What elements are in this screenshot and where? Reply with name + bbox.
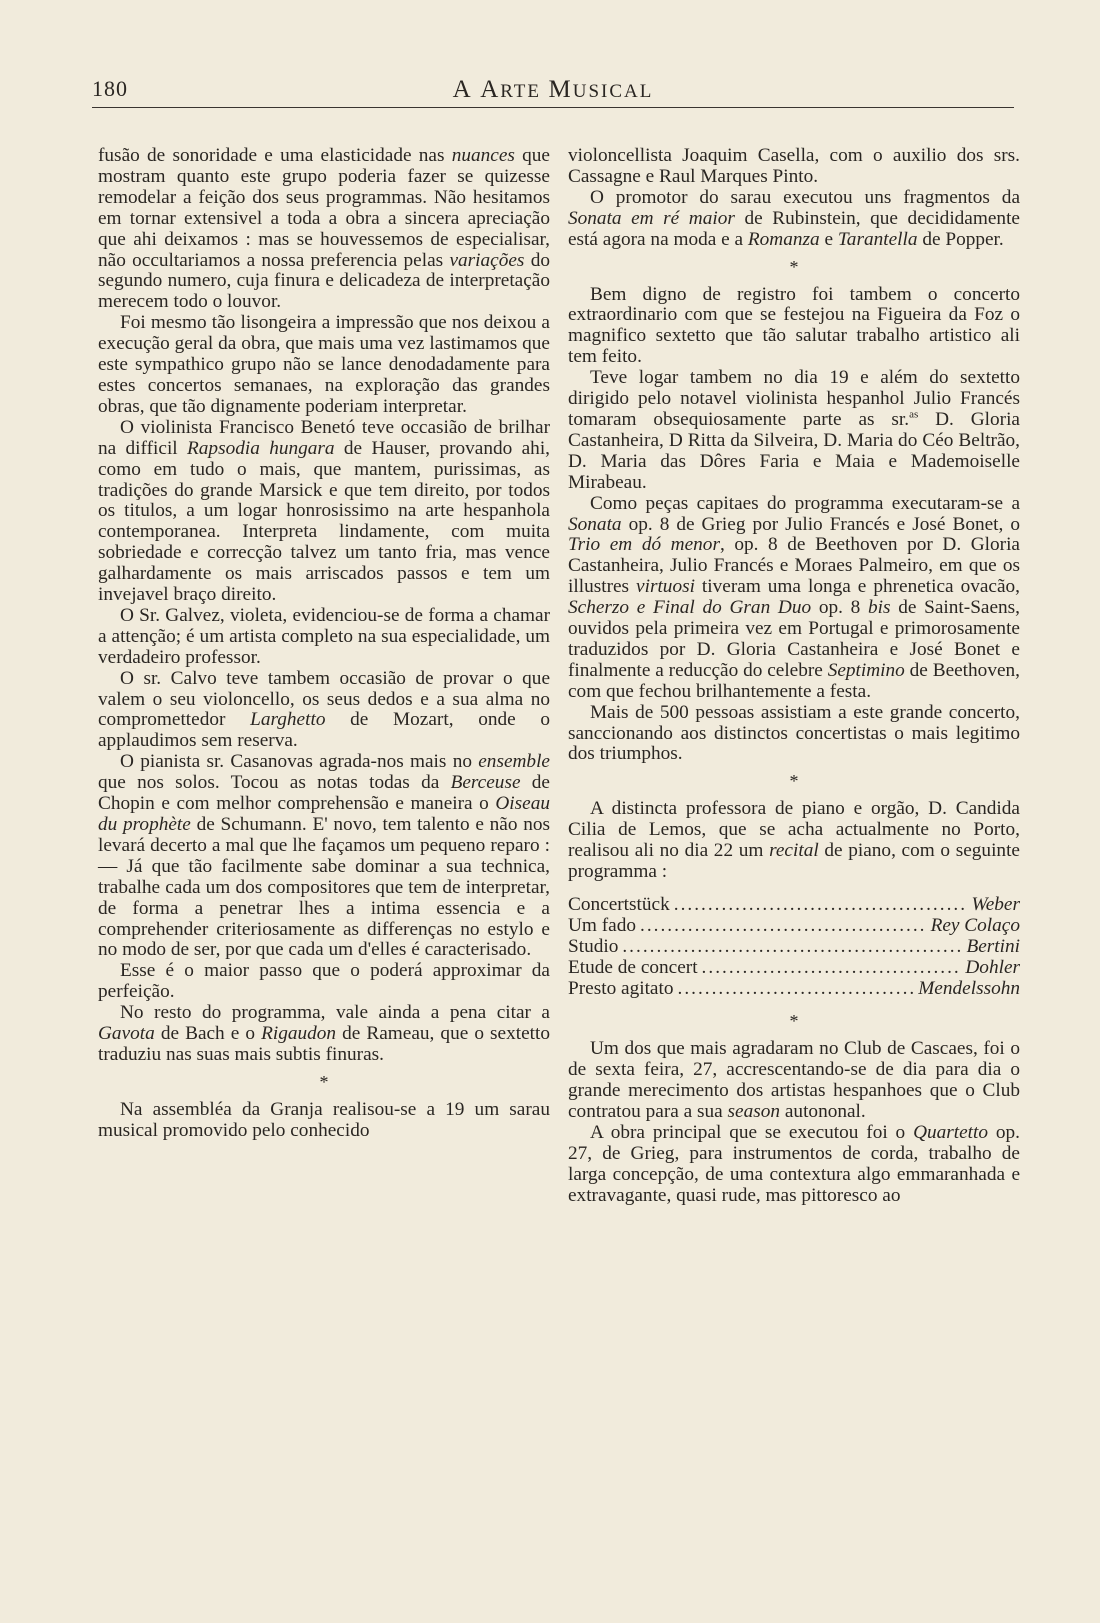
programme-row: Etude de concert ..... Dohler: [568, 958, 1020, 979]
header-rule: [92, 107, 1014, 108]
section-asterisk: *: [319, 1071, 329, 1092]
paragraph: Teve logar tambem no dia 19 e além do sextetto dirigido pelo notavel violinista hespanhol Julio Francés tomaram obsequiosamente parte as sr.$^{as}$ D. Gloria Castanheira, D Ritta da Silveira, D. Maria do Céo Beltrão, D. Maria das Dôres Faria e Maia e Mademoiselle Mirabeau.: [568, 367, 1020, 493]
paragraph: O violinista Francisco Benetó teve occasião de brilhar na difficil Rapsodia hungara de Hauser, provando ahi, como em tudo o mais, que mantem, purissimas, as tradições do grande Marsick e que tem direito, por todos os titulos, a um logar honrosissimo na arte hespanhola contemporanea. Interpreta lindamente, com muita sobriedade e correcção talvez um tanto fria, mas vence galhardamente os mais arriscados passos e tem um invejavel braço direito.: [98, 416, 550, 606]
journal-title: A ARTE MUSICAL: [452, 76, 654, 103]
paragraph: No resto do programma, vale ainda a pena citar a Gavota de Bach e o Rigaudon de Rameau, que o sextetto traduziu nas suas mais subtis finuras.: [98, 1002, 550, 1065]
section-asterisk: *: [789, 771, 799, 792]
running-header: [92, 74, 1014, 104]
page-number: 180: [92, 76, 128, 101]
paragraph: Um dos que mais agradaram no Club de Cascaes, foi o de sexta feira, 27, accrescentando-se de dia para dia o grande merecimento dos artistas hespanhoes que o Club contratou para a sua season autononal.: [568, 1038, 1020, 1123]
section-asterisk: *: [789, 1011, 799, 1032]
programme-row: Concertstück ..... Weber: [568, 895, 1020, 916]
paragraph: O sr. Calvo teve tambem occasião de provar o que valem o seu violoncello, os seus dedos e a sua alma no compromettedor Larghetto de Mozart, onde o applaudimos sem reserva.: [98, 667, 550, 752]
left-column: [98, 146, 550, 1142]
programme-row: Presto agitato ..... Mendelssohn: [568, 979, 1020, 1000]
paragraph: A distincta professora de piano e orgão, D. Candida Cilia de Lemos, que se acha actualmente no Porto, realisou ali no dia 22 um recital de piano, com o seguinte programma :: [568, 798, 1020, 883]
paragraph: Como peças capitaes do programma executaram-se a Sonata op. 8 de Grieg por Julio Francés e José Bonet, o Trio em dó menor, op. 8 de Beethoven por D. Gloria Castanheira, Julio Francés e Moraes Palmeiro, em que os illustres virtuosi tiveram uma longa e phrenetica ovacão, Scherzo e Final do Gran Duo op. 8 bis de Saint-Saens, ouvidos pela primeira vez em Portugal e primorosamente traduzidos por D. Gloria Castanheira e José Bonet e finalmente a reducção do celebre Septimino de Beethoven, com que fechou brilhantemente a festa.: [568, 492, 1020, 702]
programme-row: Studio ..... Bertini: [568, 937, 1020, 958]
section-asterisk: *: [789, 256, 799, 277]
paragraph: Foi mesmo tão lisongeira a impressão que nos deixou a execução geral da obra, que mais uma vez lastimamos que este sympathico grupo não se lance denodadamente para estes concertos semanaes, na exploração das grandes obras, que tão dignamente poderiam interpretar.: [98, 312, 550, 417]
recital-programme: [568, 895, 1020, 999]
paragraph: O promotor do sarau executou uns fragmentos da Sonata em ré maior de Rubinstein, que decididamente está agora na moda e a Romanza e Tarantella de Popper.: [568, 186, 1020, 250]
right-column: [568, 146, 1020, 1207]
programme-row: Um fado ..... Rey Colaço: [568, 916, 1020, 937]
paragraph: Bem digno de registro foi tambem o concerto extraordinario com que se festejou na Figueira da Foz o magnifico sextetto que tão salutar trabalho artistico ali tem feito.: [568, 283, 1020, 368]
paragraph: O pianista sr. Casanovas agrada-nos mais no ensemble que nos solos. Tocou as notas todas da Berceuse de Chopin e com melhor comprehensão e maneira o Oiseau du prophète de Schumann. E' novo, tem talento e não nos levará decerto a mal que lhe façamos um pequeno reparo : — Já que tão facilmente sabe dominar a sua technica, trabalhe cada um dos compositores que tem de interpretar, de forma a penetrar lhes a intima essencia e a comprehender criteriosamente as differenças no estylo e no modo de ser, por que cada um d'elles é caracterisado.: [98, 751, 550, 961]
paragraph: A obra principal que se executou foi o Quartetto op. 27, de Grieg, para instrumentos de corda, trabalho de larga concepção, de uma contextura algo emmaranhada e extravagante, quasi rude, mas pittoresco ao: [568, 1122, 1021, 1206]
paragraph: Na assembléa da Granja realisou-se a 19 um sarau musical promovido pelo conhecido: [98, 1098, 550, 1141]
paragraph: Mais de 500 pessoas assistiam a este grande concerto, sanccionando aos distinctos concertistas o mais legitimo dos triumphos.: [568, 701, 1020, 765]
paragraph: violoncellista Joaquim Casella, com o auxilio dos srs. Cassagne e Raul Marques Pinto.: [568, 145, 1020, 187]
paragraph: fusão de sonoridade e uma elasticidade nas nuances que mostram quanto este grupo poderia fazer se quizesse remodelar a feição dos seus programmas. Não hesitamos em tornar extensivel a toda a obra a sincera apreciação que ahi deixamos : mas se houvessemos de especialisar, não occultariamos a nossa preferencia pelas variações do segundo numero, cuja finura e delicadeza de interpretação merecem todo o louvor.: [98, 145, 550, 313]
paragraph: Esse é o maior passo que o poderá approximar da perfeição.: [98, 960, 550, 1003]
paragraph: O Sr. Galvez, violeta, evidenciou-se de forma a chamar a attenção; é um artista completo na sua especialidade, um verdadeiro professor.: [98, 604, 550, 668]
